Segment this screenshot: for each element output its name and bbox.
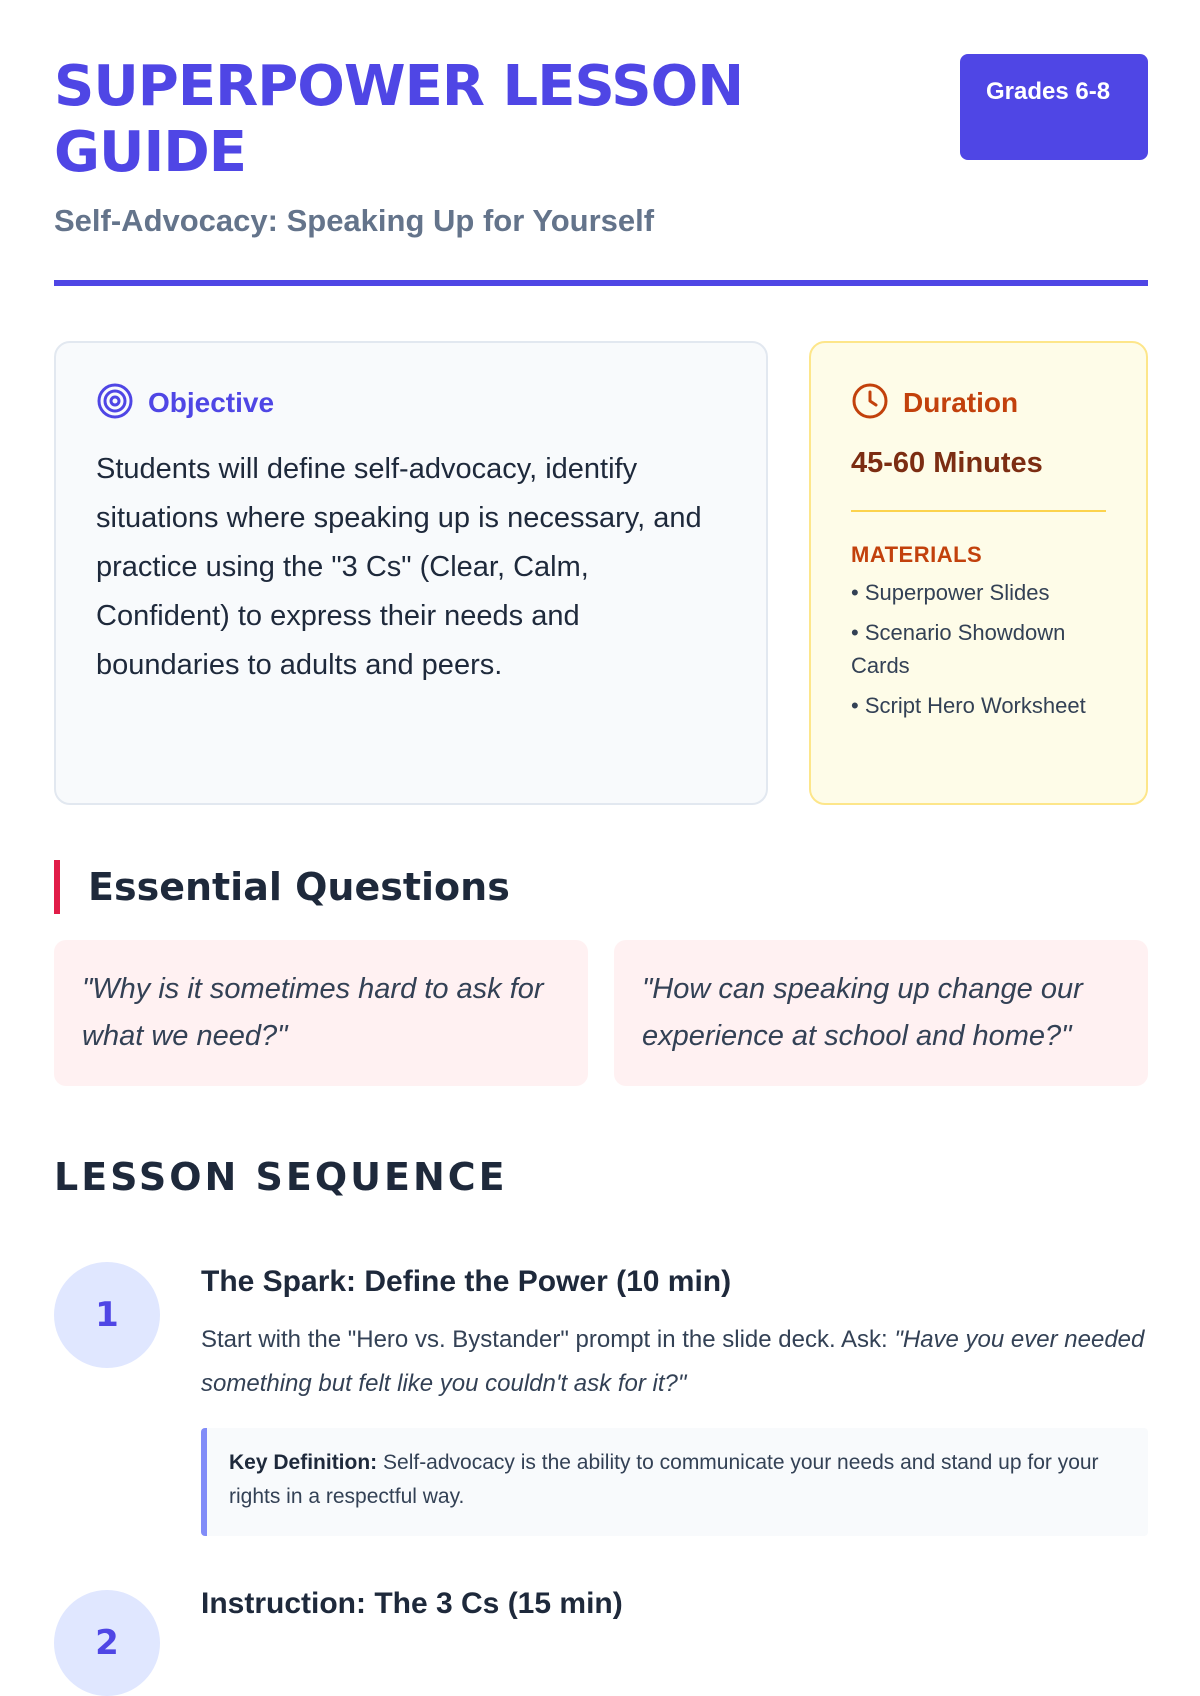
key-definition-label: Key Definition: — [229, 1451, 378, 1474]
objective-header — [96, 383, 726, 423]
objective-label: Objective — [148, 387, 275, 418]
page-title: SUPERPOWER LESSON GUIDE — [54, 54, 744, 185]
materials-label: MATERIALS — [851, 542, 983, 567]
target-icon — [96, 382, 134, 424]
page-header — [54, 54, 1148, 286]
duration-label: Duration — [903, 387, 1019, 418]
step-text — [201, 1318, 1148, 1406]
step-quote: "Have you ever needed something but felt like you couldn't ask for it?" — [201, 1326, 1145, 1397]
key-definition-text: Self-advocacy is the ability to communicate your needs and stand up for your rights in a respectful way. — [229, 1451, 1099, 1508]
essential-question-card: "How can speaking up change our experience at school and home?" — [614, 940, 1148, 1086]
objective-text: Students will define self-advocacy, identify situations where speaking up is necessary, and practice using the "3 Cs" (Clear, Calm, Confident) to express their needs and boundaries to adults and peers. — [96, 453, 702, 681]
step-title: The Spark: Define the Power (10 min) — [201, 1265, 732, 1298]
page-subtitle: Self-Advocacy: Speaking Up for Yourself — [54, 203, 655, 238]
lesson-step — [201, 1262, 1148, 1536]
key-definition-callout — [201, 1428, 1148, 1536]
materials-item: • Script Hero Worksheet — [851, 693, 1086, 718]
materials-list — [851, 576, 1106, 722]
materials-item: • Scenario Showdown Cards — [851, 620, 1066, 678]
duration-card — [809, 341, 1148, 805]
essential-question-card: "Why is it sometimes hard to ask for what we need?" — [54, 940, 588, 1086]
essential-questions-heading: Essential Questions — [54, 860, 510, 914]
step-prompt: Start with the "Hero vs. Bystander" prompt in the slide deck. Ask: — [201, 1326, 895, 1353]
objective-card — [54, 341, 768, 805]
clock-icon — [851, 382, 889, 424]
duration-value: 45-60 Minutes — [851, 447, 1106, 512]
materials-item: • Superpower Slides — [851, 580, 1050, 605]
duration-header — [851, 383, 1106, 423]
step-number-badge: 1 — [54, 1262, 160, 1368]
grade-badge: Grades 6-8 — [960, 54, 1148, 160]
step-title: Instruction: The 3 Cs (15 min) — [201, 1587, 623, 1620]
step-number-badge: 2 — [54, 1590, 160, 1696]
lesson-sequence-heading: LESSON SEQUENCE — [54, 1155, 508, 1199]
